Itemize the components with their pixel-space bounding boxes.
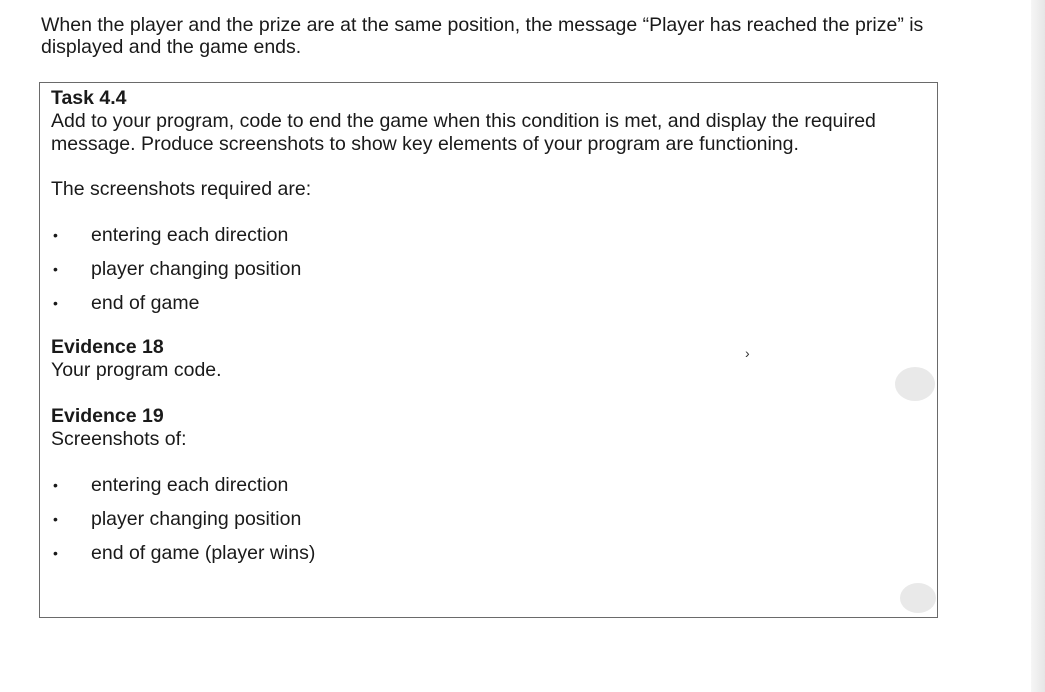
- list-item: [51, 257, 931, 291]
- screenshots-list: [51, 223, 931, 325]
- bullet-icon: •: [53, 227, 58, 243]
- page-edge: [1031, 0, 1045, 692]
- intro-line-2: displayed and the game ends.: [41, 36, 302, 58]
- list-item-label: player changing position: [91, 258, 302, 280]
- bullet-icon: •: [53, 545, 58, 561]
- task-box-content: [51, 87, 931, 575]
- bullet-icon: •: [53, 511, 58, 527]
- bullet-icon: •: [53, 261, 58, 277]
- list-item-label: player changing position: [91, 508, 302, 530]
- intro-paragraph: [41, 14, 961, 58]
- list-item: [51, 223, 931, 257]
- task-description-line-2: message. Produce screenshots to show key elements of your program are functioning.: [51, 133, 799, 155]
- list-item-label: entering each direction: [91, 474, 289, 496]
- list-item: [51, 541, 931, 575]
- list-item: [51, 291, 931, 325]
- evidence-18-text: Your program code.: [51, 359, 222, 381]
- bullet-icon: •: [53, 295, 58, 311]
- list-item-label: end of game: [91, 292, 200, 314]
- task-description-line-1: Add to your program, code to end the game when this condition is met, and display the required: [51, 110, 876, 132]
- evidence-18-heading: Evidence 18: [51, 336, 164, 358]
- list-item-label: end of game (player wins): [91, 542, 316, 564]
- list-item-label: entering each direction: [91, 224, 289, 246]
- scan-smudge: [900, 583, 936, 613]
- bullet-icon: •: [53, 477, 58, 493]
- scan-speck: ›: [745, 345, 750, 361]
- screenshots-intro: The screenshots required are:: [51, 178, 312, 200]
- evidence-19-intro: Screenshots of:: [51, 428, 187, 450]
- task-heading: Task 4.4: [51, 87, 127, 109]
- list-item: [51, 473, 931, 507]
- evidence-19-list: [51, 473, 931, 575]
- intro-line-1: When the player and the prize are at the same position, the message “Player has reached the prize” is: [41, 14, 924, 36]
- list-item: [51, 507, 931, 541]
- task-box: [39, 82, 938, 618]
- scan-smudge: [895, 367, 935, 401]
- evidence-19-heading: Evidence 19: [51, 405, 164, 427]
